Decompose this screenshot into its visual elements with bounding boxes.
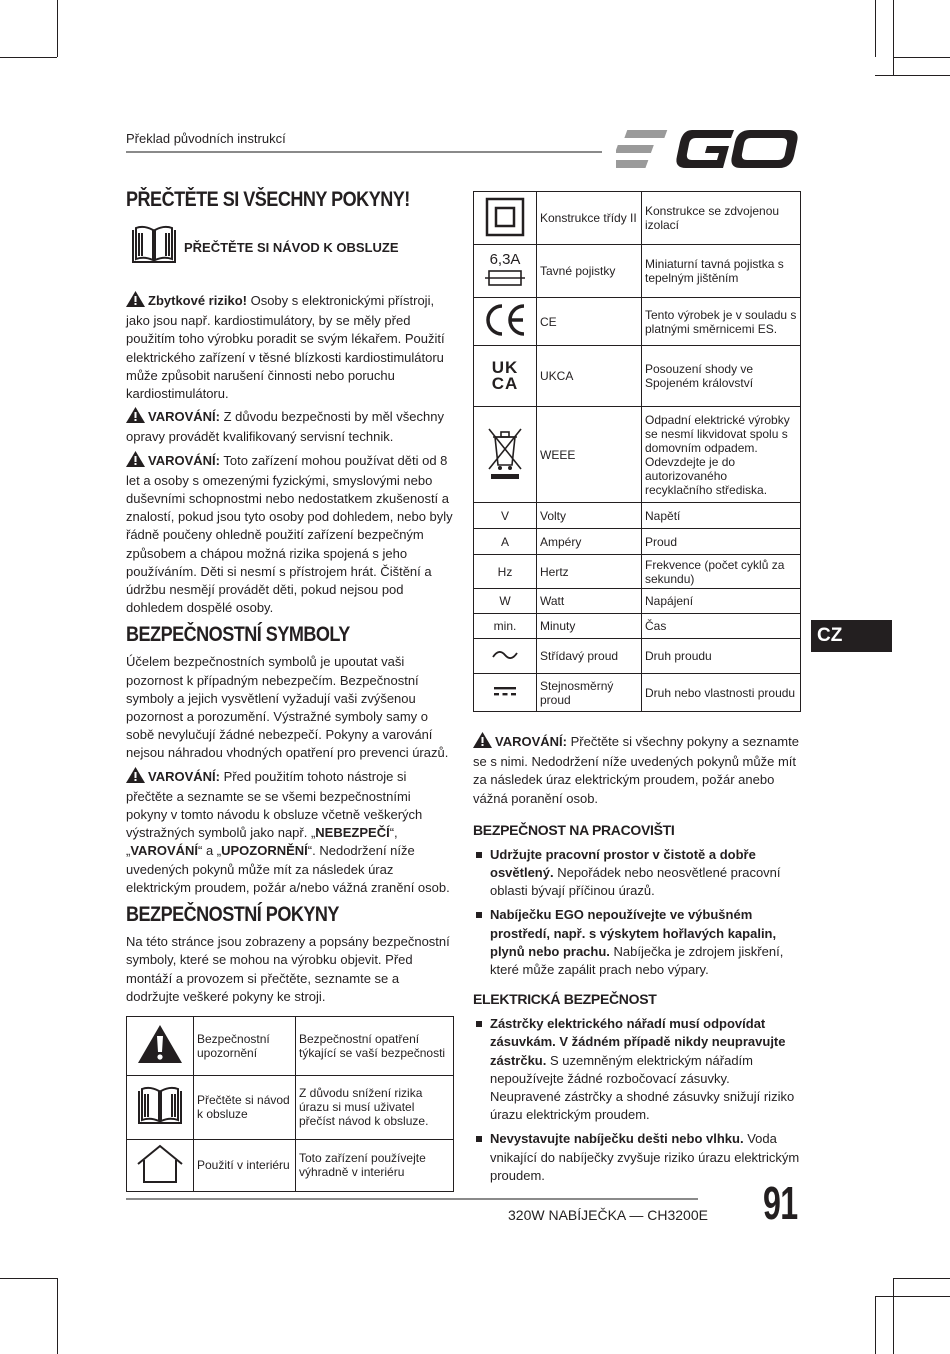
table-icon-cell — [474, 192, 537, 245]
safety-symbols-table — [126, 1016, 454, 1192]
list-item-text: Nabíječka je zdrojem jiskření, které může zapálit prach nebo výpary. — [490, 943, 784, 978]
ukca-mark-icon: UK CA — [491, 358, 519, 393]
table-row — [474, 555, 801, 589]
warning-label: VAROVÁNÍ: — [148, 452, 220, 468]
warning-read-paragraph — [126, 767, 454, 897]
warning-repair-text: Z důvodu bezpečnosti by měl všechny opravy provádět kvalifikovaný servisní technik. — [126, 409, 444, 445]
table-desc-cell: Napětí — [642, 503, 801, 529]
keyword-caution: UPOZORNĚNÍ — [221, 843, 308, 859]
table-name-cell: Konstrukce třídy II — [537, 192, 642, 245]
table-symbol-cell: Hz — [474, 555, 537, 589]
fuse-rating: 6,3A — [489, 250, 521, 268]
table-icon-cell — [127, 1139, 194, 1191]
table-row — [474, 589, 801, 614]
list-item-text: Nepořádek nebo neosvětlené pracovní oblasti bývají příčinou úrazů. — [490, 865, 781, 899]
table-icon-cell — [127, 1075, 194, 1139]
right-symbols-table-wrap — [473, 191, 801, 712]
table-icon-cell — [474, 245, 537, 298]
table-name-cell: Použití v interiéru — [194, 1139, 296, 1191]
table-icon-cell — [127, 1016, 194, 1075]
crop-mark — [893, 0, 894, 75]
double-square-icon — [485, 226, 525, 240]
list-item-bold: Udržujte pracovní prostor v čistotě a dobře osvětlený. — [490, 846, 756, 881]
warning-label: VAROVÁNÍ: — [148, 768, 220, 784]
table-name-cell: Volty — [537, 503, 642, 529]
heading-read-all: PŘEČTĚTE SI VŠECHNY POKYNY! — [126, 188, 410, 211]
fuse-icon — [485, 277, 525, 291]
instructions-intro: Na této stránce jsou zobrazeny a popsány bezpečnostní symboly, které se mohou na výrobku objevit. Před montáží a provozem si přečtěte, seznamte se a dodržujte veškeré pokyny ke stroji. — [126, 934, 450, 1004]
warning-triangle-icon — [473, 732, 492, 753]
ego-logo — [616, 128, 800, 175]
table-desc-cell: Odpadní elektrické výrobky se nesmí likvidovat spolu s domovním odpadem. Odevzdejte je do autorizovaného recyklačního střediska. — [642, 407, 801, 503]
table-row — [127, 1075, 454, 1139]
ac-wave-icon — [491, 651, 519, 665]
quote-separator: “ a „ — [198, 843, 222, 859]
table-row — [474, 639, 801, 674]
table-name-cell: Stejnosměrný proud — [537, 674, 642, 712]
footer-rule — [126, 1198, 698, 1200]
warning-children-text: Toto zařízení mohou používat děti od 8 let a osoby s omezenými fyzickými, smyslovými nebo duševními schopnostmi nebo nedostatkem zkušeností a znalostí, pokud jsou tyto osoby pod dohledem, nebo byly řádně poučeny ohledně použití zařízení bezpečným způsobem a chápou možná rizika spojená s jeho používáním. Děti si nesmí s přístrojem hrát. Čištění a údržbu nesmějí provádět děti, pokud nejsou pod dohledem dospělé osoby. — [126, 452, 453, 616]
warning-general-paragraph — [473, 732, 801, 808]
heading-safety-instructions: BEZPEČNOSTNÍ POKYNY — [126, 903, 339, 927]
warning-read-text-end: “. Nedodržení níže uvedených pokynů může mít za následek úraz elektrickým proudem, požár a/nebo vážná zranění osob. — [126, 843, 450, 895]
residual-risk-label: Zbytkové riziko! — [148, 293, 247, 308]
table-icon-cell — [474, 346, 537, 407]
list-item — [473, 1015, 801, 1124]
residual-risk-text: Osoby s elektronickými přístroji, jako jsou např. kardiostimulátory, by se měly před použitím toho výrobku poradit se svým lékařem. Použití elektrického zařízení v těsné blízkosti kardiostimulátoru může způsobit narušení činnosti nebo poruchu kardiostimulátoru. — [126, 293, 445, 402]
table-icon-cell — [474, 407, 537, 503]
warning-label: VAROVÁNÍ: — [495, 734, 567, 749]
table-name-cell: UKCA — [537, 346, 642, 407]
crop-mark — [57, 1278, 58, 1354]
house-icon — [136, 1173, 184, 1187]
table-name-cell: Hertz — [537, 555, 642, 589]
table-desc-cell: Proud — [642, 529, 801, 555]
dc-current-icon — [493, 687, 517, 701]
table-symbol-cell: min. — [474, 614, 537, 639]
table-row — [474, 614, 801, 639]
table-name-cell: Ampéry — [537, 529, 642, 555]
electrical-safety-list — [473, 1015, 801, 1185]
table-row — [474, 529, 801, 555]
table-desc-cell: Druh proudu — [642, 639, 801, 674]
keyword-warning: VAROVÁNÍ — [130, 843, 198, 859]
list-item-bold: Zástrčky elektrického nářadí musí odpovídat zásuvkám. V žádném případě nikdy neupravujte zástrčku. — [490, 1016, 786, 1068]
warning-triangle-icon — [126, 767, 145, 788]
table-desc-cell: Posouzení shody ve Spojeném království — [642, 346, 801, 407]
table-name-cell: Watt — [537, 589, 642, 614]
heading-work-area: BEZPEČNOST NA PRACOVIŠTI — [473, 821, 675, 838]
list-item-text: S uzemněným elektrickým nářadím nepoužívejte žádné rozbočovací zásuvky. Neupravené zástrčky a shodné zásuvky snižují riziko úrazu elektrickým proudem. — [490, 1052, 795, 1123]
work-area-list — [473, 846, 801, 979]
list-item — [473, 846, 801, 901]
header-rule — [126, 151, 602, 153]
crop-mark — [0, 57, 57, 58]
read-manual-row — [126, 224, 454, 271]
crop-mark — [875, 1296, 950, 1297]
warning-repair-paragraph — [126, 407, 454, 446]
table-symbol-cell: W — [474, 589, 537, 614]
table-name-cell: Přečtěte si návod k obsluze — [194, 1075, 296, 1139]
table-row — [474, 503, 801, 529]
table-desc-cell: Konstrukce se zdvojenou izolací — [642, 192, 801, 245]
keyword-danger: NEBEZPEČÍ — [315, 825, 390, 841]
crop-mark — [893, 57, 950, 58]
table-icon-cell — [474, 639, 537, 674]
crop-mark — [875, 75, 950, 76]
manual-book-icon — [130, 224, 178, 271]
manual-book-icon — [136, 1116, 184, 1130]
table-row — [474, 346, 801, 407]
warning-triangle-icon — [126, 451, 145, 472]
table-name-cell: Bezpečnostní upozornění — [194, 1016, 296, 1075]
page-number: 91 — [763, 1177, 798, 1229]
table-row — [474, 298, 801, 346]
list-item — [473, 906, 801, 979]
warning-read-text: Před použitím tohoto nástroje si přečtěte a seznamte se se všemi bezpečnostními pokyny v tomto návodu k obsluze včetně veškerých výstražných symbolů jako např. „ — [126, 768, 423, 841]
table-desc-cell: Druh nebo vlastnosti proudu — [642, 674, 801, 712]
read-manual-label: PŘEČTĚTE SI NÁVOD K OBSLUZE — [184, 240, 399, 255]
table-row — [474, 192, 801, 245]
warning-label: VAROVÁNÍ: — [148, 409, 220, 425]
table-name-cell: Tavné pojistky — [537, 245, 642, 298]
table-name-cell: Střídavý proud — [537, 639, 642, 674]
table-desc-cell: Tento výrobek je v souladu s platnými směrnicemi ES. — [642, 298, 801, 346]
warning-triangle-icon — [137, 1053, 183, 1067]
footer-model: 320W NABÍJEČKA — CH3200E — [508, 1207, 708, 1223]
table-row — [474, 674, 801, 712]
list-item-bold: Nevystavujte nabíječku dešti nebo vlhku. — [490, 1131, 744, 1147]
crop-mark — [57, 0, 58, 57]
table-desc-cell: Napájení — [642, 589, 801, 614]
list-item-bold: Nabíječku EGO nepoužívejte ve výbušném prostředí, např. s výskytem hořlavých kapalin, plynů nebo prachu. — [490, 907, 777, 959]
table-row — [127, 1016, 454, 1075]
warning-triangle-icon — [126, 291, 145, 312]
table-desc-cell: Toto zařízení používejte výhradně v interiéru — [296, 1139, 454, 1191]
weee-bin-icon — [485, 470, 525, 484]
quote-separator: “, „ — [126, 825, 398, 859]
symbols-intro: Účelem bezpečnostních symbolů je upoutat vaši pozornost k případným nebezpečím. Bezpečnostní symboly a jejich vysvětlení vyžadují vaši zvýšenou pozornost a porozumění. Výstražné symboly samy o sobě nevylučují žádné nebezpečí. Pokyny a varování nejsou náhradou vhodných opatření pro prevenci úrazů. — [126, 654, 449, 761]
table-name-cell: Minuty — [537, 614, 642, 639]
table-desc-cell: Miniaturní tavná pojistka s tepelným jištěním — [642, 245, 801, 298]
table-row — [127, 1139, 454, 1191]
warning-general-text: Přečtěte si všechny pokyny a seznamte se s nimi. Nedodržení níže uvedených pokynů může mít za následek úraz elektrickým proudem, požár anebo vážná poranění osob. — [473, 734, 799, 806]
heading-electrical-safety: ELEKTRICKÁ BEZPEČNOST — [473, 991, 657, 1008]
table-desc-cell: Z důvodu snížení rizika úrazu si musí uživatel přečíst návod k obsluze. — [296, 1075, 454, 1139]
list-item — [473, 1130, 801, 1185]
ce-mark-icon — [483, 326, 527, 340]
table-name-cell: CE — [537, 298, 642, 346]
table-symbol-cell: V — [474, 503, 537, 529]
right-text-column — [473, 732, 801, 1191]
crop-mark — [893, 1278, 950, 1279]
table-desc-cell: Frekvence (počet cyklů za sekundu) — [642, 555, 801, 589]
header-text: Překlad původních instrukcí — [126, 131, 286, 146]
language-tab: CZ — [811, 620, 892, 652]
crop-mark — [875, 1296, 876, 1354]
crop-mark — [875, 0, 876, 57]
table-name-cell: WEEE — [537, 407, 642, 503]
table-icon-cell — [474, 674, 537, 712]
left-column — [126, 188, 454, 1192]
table-row — [474, 407, 801, 503]
list-item-text: Voda vnikající do nabíječky zvyšuje riziko úrazu elektrickým proudem. — [490, 1131, 800, 1183]
crop-mark — [893, 1278, 894, 1354]
warning-triangle-icon — [126, 407, 145, 428]
product-symbols-table — [473, 191, 801, 712]
table-desc-cell: Čas — [642, 614, 801, 639]
table-row — [474, 245, 801, 298]
warning-children-paragraph — [126, 451, 454, 618]
crop-mark — [0, 1278, 57, 1279]
table-icon-cell — [474, 298, 537, 346]
residual-risk-paragraph — [126, 291, 454, 403]
heading-safety-symbols: BEZPEČNOSTNÍ SYMBOLY — [126, 623, 350, 647]
table-desc-cell: Bezpečnostní opatření týkající se vaší bezpečnosti — [296, 1016, 454, 1075]
table-symbol-cell: A — [474, 529, 537, 555]
